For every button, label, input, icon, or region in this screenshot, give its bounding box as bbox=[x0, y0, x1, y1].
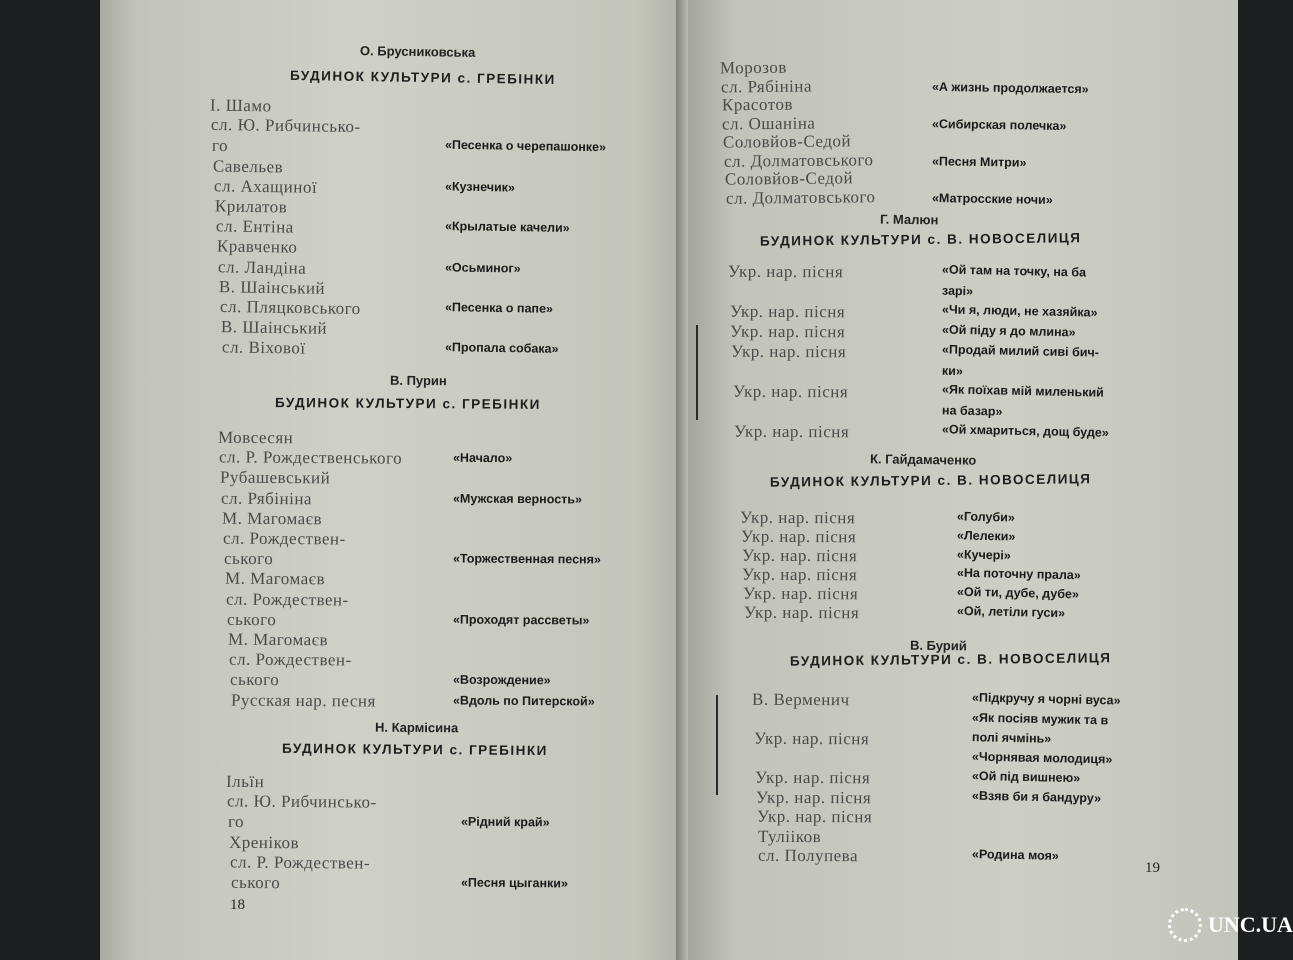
entry-title: «Вдоль по Питерской» bbox=[452, 693, 595, 709]
entry-author: Укр. нар. пісня bbox=[743, 602, 860, 623]
section-header: БУДИНОК КУЛЬТУРИ с. ГРЕБІНКИ bbox=[281, 740, 548, 759]
entry-author: Мовсесян bbox=[217, 427, 294, 448]
entry-title: «Чорнявая молодиця» bbox=[971, 749, 1113, 766]
entry-author: сл. Ю. Рибчинсько- bbox=[226, 791, 377, 812]
entry-title: «Мужская верность» bbox=[452, 491, 582, 507]
entry-author: го bbox=[211, 136, 229, 156]
book-gutter bbox=[676, 0, 688, 960]
entry-author: В. Верменич bbox=[751, 689, 850, 710]
watermark-text: UNC.UA bbox=[1208, 912, 1293, 937]
entry-title: «Як поїхав мій миленький bbox=[941, 382, 1104, 400]
entry-author: сл. Рождествен- bbox=[225, 589, 349, 610]
entry-title: «Ой там на точку, на ба bbox=[941, 262, 1087, 280]
entry-title: «Матросские ночи» bbox=[931, 190, 1053, 207]
entry-title: «Пропала собака» bbox=[444, 340, 559, 357]
entry-author: сл. Ахащиної bbox=[213, 175, 318, 197]
entry-author: М. Магомаєв bbox=[227, 629, 329, 650]
entry-author: Укр. нар. пісня bbox=[730, 321, 846, 342]
entry-title: «Лелеки» bbox=[956, 528, 1016, 544]
entry-author: Укр. нар. пісня bbox=[739, 507, 856, 528]
entry-author: сл. Долматовського bbox=[725, 186, 876, 208]
entry-title: «Песня Митри» bbox=[931, 153, 1027, 170]
entry-title: «Ой хмариться, дощ буде» bbox=[941, 422, 1109, 440]
entry-title: «Начало» bbox=[452, 450, 513, 466]
entry-author: сл. Рябініна bbox=[220, 488, 313, 508]
entry-author: сл. Ландіна bbox=[217, 256, 307, 278]
entry-author: Соловйов-Седой bbox=[723, 131, 852, 152]
entry-author: Укр. нар. пісня bbox=[756, 806, 873, 827]
entry-title: «А жизнь продолжается» bbox=[931, 79, 1089, 96]
entry-author: сл. Полупева bbox=[758, 845, 859, 866]
entry-title: ки» bbox=[941, 363, 964, 379]
unc-watermark bbox=[1168, 900, 1293, 950]
entry-author: сл. Пляцковського bbox=[219, 296, 361, 319]
entry-author: М. Магомаєв bbox=[221, 508, 323, 529]
entry-author: Крилатов bbox=[214, 196, 288, 217]
entry-author: Укр. нар. пісня bbox=[740, 526, 857, 547]
entry-author: Укр. нар. пісня bbox=[734, 421, 850, 442]
entry-author: ського bbox=[226, 609, 277, 629]
entry-title: «Ой під вишнею» bbox=[971, 768, 1081, 786]
entry-author: сл. Ю. Рибчинсько- bbox=[210, 115, 361, 137]
section-header: БУДИНОК КУЛЬТУРИ с. В. НОВОСЕЛИЦЯ bbox=[759, 230, 1082, 249]
entry-author: І. Шамо bbox=[209, 95, 272, 116]
entry-title: «Чи я, люди, не хазяйка» bbox=[941, 302, 1098, 320]
entry-author: ського bbox=[230, 872, 281, 893]
entry-title: «Проходят рассветы» bbox=[452, 612, 590, 628]
section-performer: Н. Кармісина bbox=[374, 719, 459, 736]
entry-author: Соловйов-Седой bbox=[724, 168, 853, 189]
entry-title: «Ой ти, дубе, дубе» bbox=[956, 584, 1080, 602]
entry-author: Укр. нар. пісня bbox=[755, 787, 872, 807]
section-performer: В. Бурий bbox=[909, 637, 967, 654]
entry-title: «На поточну прала» bbox=[956, 565, 1081, 583]
entry-title: «Песенка о черепашонке» bbox=[444, 138, 607, 155]
entry-author: сл. Р. Рождественського bbox=[218, 447, 403, 468]
entry-title: «Ой піду я до млина» bbox=[941, 322, 1076, 340]
section-performer: К. Гайдамаченко bbox=[869, 451, 977, 468]
entry-author: Ільїн bbox=[225, 771, 265, 792]
section-header: БУДИНОК КУЛЬТУРИ с. ГРЕБІНКИ bbox=[274, 395, 541, 412]
binding-stitch-bottom bbox=[716, 695, 724, 795]
entry-title: на базар» bbox=[941, 403, 1003, 419]
entry-author: В. Шаінський bbox=[218, 276, 326, 298]
entry-author: сл. Рождествен- bbox=[228, 649, 352, 670]
left-page bbox=[100, 0, 730, 960]
entry-title: «Голуби» bbox=[956, 509, 1015, 525]
section-header: БУДИНОК КУЛЬТУРИ с. ГРЕБІНКИ bbox=[289, 67, 556, 88]
entry-title: «Ой, летіли гуси» bbox=[956, 603, 1066, 621]
entry-title: «Крылатые качели» bbox=[444, 219, 570, 236]
entry-title: «Сибирская полечка» bbox=[931, 116, 1067, 133]
entry-author: Укр. нар. пісня bbox=[742, 564, 858, 585]
entry-title: «Торжественная песня» bbox=[452, 551, 601, 567]
entry-author: Укр. нар. пісня bbox=[729, 301, 845, 322]
entry-author: М. Магомаєв bbox=[224, 569, 326, 589]
entry-title: «Взяв би я бандуру» bbox=[971, 788, 1102, 805]
page-number-right: 19 bbox=[1145, 860, 1160, 876]
entry-title: «Возрождение» bbox=[452, 673, 551, 688]
entry-author: сл. Рождествен- bbox=[222, 528, 346, 549]
entry-title: «Песенка о папе» bbox=[444, 300, 554, 316]
entry-author: сл. Р. Рождествен- bbox=[229, 852, 371, 873]
sun-icon bbox=[1168, 908, 1202, 942]
section-performer: В. Пурин bbox=[389, 372, 447, 389]
entry-author: ського bbox=[223, 549, 274, 569]
section-performer: Г. Малюн bbox=[879, 211, 939, 228]
entry-author: Укр. нар. пісня bbox=[741, 545, 857, 566]
entry-title: «Родина моя» bbox=[971, 847, 1059, 863]
entry-author: Укр. нар. пісня bbox=[732, 381, 849, 402]
entry-author: Русская нар. песня bbox=[230, 690, 376, 711]
entry-author: Хреніков bbox=[228, 832, 300, 852]
entry-author: го bbox=[227, 812, 245, 832]
entry-author: сл. Долматовського bbox=[723, 149, 874, 171]
entry-author: сл. Ошаніна bbox=[722, 113, 816, 133]
entry-author: Укр. нар. пісня bbox=[727, 261, 844, 282]
entry-author: Укр. нар. пісня bbox=[743, 583, 859, 604]
entry-title: «Песня цыганки» bbox=[460, 875, 569, 891]
page-number-left: 18 bbox=[230, 897, 245, 913]
entry-title: «Рідний край» bbox=[460, 815, 550, 830]
entry-author: сл. Ентіна bbox=[215, 216, 294, 237]
binding-stitch-top bbox=[696, 325, 704, 420]
entry-title: «Кузнечик» bbox=[444, 179, 516, 195]
entry-author: сл. Рябініна bbox=[720, 76, 812, 96]
section-header: БУДИНОК КУЛЬТУРИ с. В. НОВОСЕЛИЦЯ bbox=[789, 650, 1112, 669]
entry-author: сл. Віхової bbox=[221, 337, 306, 359]
section-performer: О. Брусниковська bbox=[359, 43, 476, 60]
section-header: БУДИНОК КУЛЬТУРИ с. В. НОВОСЕЛИЦЯ bbox=[769, 471, 1092, 490]
entry-author: В. Шаінський bbox=[220, 317, 328, 339]
entry-title: «Продай милий сиві бич- bbox=[941, 342, 1100, 360]
entry-title: полі ячмінь» bbox=[971, 730, 1052, 746]
entry-title: «Кучері» bbox=[956, 547, 1011, 563]
entry-author: Укр. нар. пісня bbox=[755, 767, 871, 788]
entry-author: Морозов bbox=[719, 57, 787, 78]
entry-author: Тулііков bbox=[757, 826, 821, 846]
entry-author: Рубашевський bbox=[219, 468, 331, 488]
entry-title: зарі» bbox=[941, 283, 974, 299]
entry-author: Кравченко bbox=[216, 236, 298, 258]
entry-author: Красотов bbox=[721, 94, 793, 115]
entry-title: «Підкручу я чорні вуса» bbox=[971, 690, 1121, 708]
entry-author: Савельев bbox=[212, 156, 284, 177]
entry-author: Укр. нар. пісня bbox=[753, 728, 869, 749]
entry-title: «Осьминог» bbox=[444, 260, 521, 276]
entry-author: Укр. нар. пісня bbox=[731, 341, 847, 362]
entry-author: ського bbox=[229, 670, 280, 690]
entry-title: «Як посіяв мужик та в bbox=[971, 710, 1109, 727]
